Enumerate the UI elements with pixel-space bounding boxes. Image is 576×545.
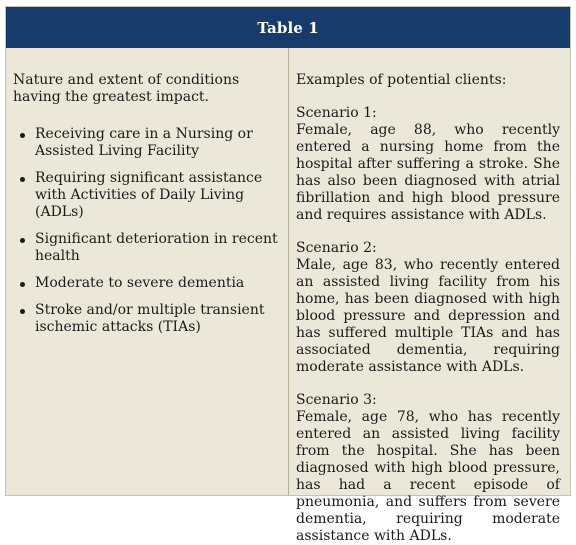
scenario-text: Female, age 88, who recently entered a nursing home from the hospital after suffering a stroke. She has also been diagnosed with atrial fibrillation and high blood pressure and requires assistance with ADLs. — [296, 122, 560, 223]
conditions-list — [13, 126, 282, 336]
table-columns — [6, 48, 570, 544]
scenario-block — [296, 105, 560, 224]
list-item-text: Receiving care in a Nursing or Assisted Living Facility — [35, 126, 253, 159]
scenario-title: Scenario 3: — [296, 392, 377, 408]
bullet-icon — [20, 133, 25, 138]
list-item — [13, 275, 282, 292]
bullet-icon — [20, 177, 25, 182]
conditions-column — [6, 48, 289, 495]
scenario-text: Male, age 83, who recently entered an assisted living facility from his home, has been diagnosed with high blood pressure and depression and has suffered multiple TIAs and has associated dementia, requiring moderate assistance with ADLs. — [296, 257, 560, 375]
table-card — [5, 6, 571, 544]
bullet-icon — [20, 282, 25, 287]
list-item-text: Significant deterioration in recent health — [35, 231, 278, 264]
bullet-icon — [20, 238, 25, 243]
list-item — [13, 126, 282, 160]
scenario-block — [296, 240, 560, 376]
clients-intro: Examples of potential clients: — [296, 72, 507, 88]
list-item — [13, 170, 282, 221]
scenario-title: Scenario 2: — [296, 240, 377, 256]
bullet-icon — [20, 309, 25, 314]
list-item-text: Requiring significant assistance with Activities of Daily Living (ADLs) — [35, 170, 263, 220]
list-item — [13, 231, 282, 265]
list-item-text: Stroke and/or multiple transient ischemic attacks (TIAs) — [35, 302, 265, 335]
table-title: Table 1 — [6, 7, 570, 48]
scenario-block — [296, 392, 560, 545]
scenario-title: Scenario 1: — [296, 105, 377, 121]
scenario-text: Female, age 78, who has recently entered an assisted living facility from the hospital. She has been diagnosed with high blood pressure, has had a recent episode of pneumonia, and suffers from severe dementia, requiring moderate assistance with ADLs. — [296, 409, 560, 544]
conditions-intro: Nature and extent of conditions having the greatest impact. — [13, 72, 240, 105]
list-item — [13, 302, 282, 336]
clients-column — [289, 48, 570, 544]
list-item-text: Moderate to severe dementia — [35, 275, 245, 291]
